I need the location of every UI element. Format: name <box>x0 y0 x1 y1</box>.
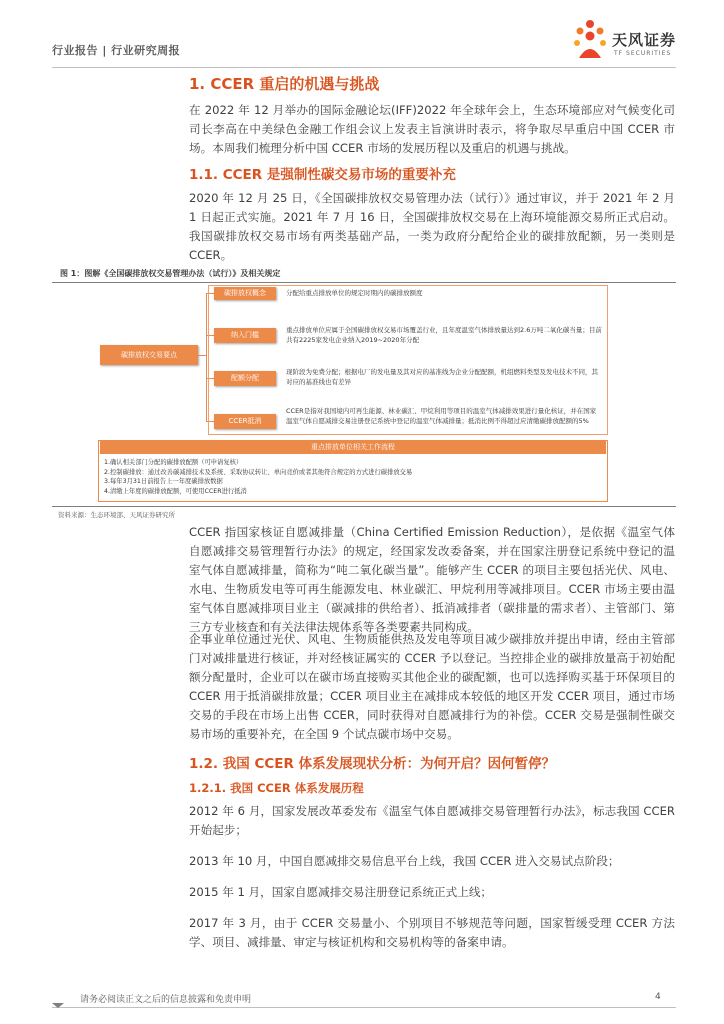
diagram-connector <box>198 355 206 356</box>
diagram-tag-concept: 碳排放权概念 <box>214 287 276 300</box>
figure-source: 资料来源：生态环境部、天风证券研究所 <box>58 511 175 519</box>
footer-disclaimer: 请务必阅读正文之后的信息披露和免责申明 <box>80 995 252 1005</box>
header-divider <box>52 67 676 68</box>
diagram-text-threshold: 重点排放单位应属于全国碳排放权交易市场覆盖行业，且年度温室气体排放量达到2.6万吨二氧化碳当量；目前共有2225家发电企业纳入2019~2020年分配 <box>286 326 602 344</box>
workflow-title: 重点排放单位相关工作流程 <box>100 441 606 454</box>
diagram-tag-ccer-offset: CCER抵消 <box>214 414 276 429</box>
logo-text-en: TF SECURITIES <box>614 50 672 57</box>
timeline-item: 2017 年 3 月，由于 CCER 交易量小、个别项目不够规范等问题，国家暂缓受理 CCER 方法学、项目、减排量、审定与核证机构和交易机构等的备案申请。 <box>189 916 675 949</box>
footer-divider <box>52 1007 676 1008</box>
figure-bottom-rule <box>52 506 676 507</box>
diagram-center-label: 碳排放权交易要点 <box>100 345 198 365</box>
figure-title: 图 1：图解《全国碳排放权交易管理办法（试行）》及相关规定 <box>60 269 281 278</box>
footer-triangle-icon <box>52 1003 64 1008</box>
section-1-paragraph: 在 2022 年 12 月举办的国际金融论坛(IFF)2022 年全球年会上，生态环境部应对气候变化司司长李高在中美绿色金融工作组会议上发表主旨演讲时表示，将争取尽早重启中国 CCER 市场。本周我们梳理分析中国 CCER 市场的发展历程以及重启的机遇与挑战。 <box>189 103 675 155</box>
workflow-step: 1.确认相关部门分配的碳排放配额（可申请复核） <box>104 459 243 466</box>
section-heading-1: 1. CCER 重启的机遇与挑战 <box>189 75 380 93</box>
workflow-step: 2.控制碳排放：通过改善碳减排技术及系统、采取协议转让、单向竞价或者其他符合规定的方式进行碳排放交易 <box>104 468 413 476</box>
section-heading-1-2: 1.2. 我国 CCER 体系发展现状分析：为何开启？因何暂停？ <box>189 756 556 772</box>
workflow-step: 4.清缴上年度的碳排放配额，可使用CCER进行抵消 <box>104 487 247 495</box>
section-heading-1-2-1: 1.2.1. 我国 CCER 体系发展历程 <box>189 781 364 795</box>
ccer-mechanism-paragraph: 企事业单位通过光伏、风电、生物质能供热及发电等项目减少碳排放并提出申请，经由主管部门对减排量进行核证，并对经核证属实的 CCER 予以登记。当控排企业的碳排放量高于初始配额分配量时，企业可以在碳市场直接购买其他企业的碳配额，也可以选择购买基于环保项目的 CCER 用于抵消碳排放量；CCER 项目业主在减排成本较低的地区开发 CCER 项目，通过市场交易的手段在市场上出售 CCER，同时获得对自愿减排行为的补偿。CCER 交易是强制性碳交易市场的重要补充，在全国 9 个试点碳市场中交易。 <box>189 632 675 741</box>
page-number: 4 <box>655 992 661 1002</box>
diagram-tag-allocation: 配额分配 <box>214 371 276 386</box>
ccer-definition-paragraph: CCER 指国家核证自愿减排量（China Certified Emission Reduction），是依据《温室气体自愿减排交易管理暂行办法》的规定，经国家发改委备案，并在国家注册登记系统中登记的温室气体自愿减排量，简称为“吨二氧化碳当量”。能够产生 CCER 的项目主要包括光伏、风电、水电、生物质发电等可再生能源发电、林业碳汇、甲烷利用等减排项目。CCER 市场主要由温室气体自愿减排项目业主（碳减排的供给者）、抵消减排者（碳排量的需求者）、主管部门、第三方专业核查和有关法律法规体系等各类要素共同构成。 <box>189 525 675 634</box>
diagram-text-concept: 分配给重点排放单位的规定时期内的碳排放额度 <box>286 289 423 297</box>
timeline-item: 2013 年 10 月，中国自愿减排交易信息平台上线，我国 CCER 进入交易试点阶段； <box>189 854 620 868</box>
section-heading-1-1: 1.1. CCER 是强制性碳交易市场的重要补充 <box>189 167 456 183</box>
diagram-tag-threshold: 纳入门槛 <box>214 328 276 343</box>
timeline-list <box>189 802 675 952</box>
timeline-item: 2015 年 1 月，国家自愿减排交易注册登记系统正式上线； <box>189 885 493 899</box>
report-type-label: 行业报告 | 行业研究周报 <box>52 44 181 57</box>
logo-text-cn: 天风证券 <box>612 31 677 49</box>
diagram-text-ccer-offset: CCER是指对我国境内可再生能源、林业碳汇、甲烷利用等项目的温室气体减排效果进行量化核证，并在国家温室气体自愿减排交易注册登记系统中登记的温室气体减排量；抵消比例不得超过应清缴碳排放配额的5% <box>286 407 597 425</box>
tf-logo-icon <box>571 18 609 62</box>
diagram-connector <box>206 293 207 421</box>
figure-top-rule <box>52 282 676 283</box>
workflow-step: 3.每年3月31日前报告上一年度碳排放数据 <box>104 478 223 485</box>
section-1-1-paragraph: 2020 年 12 月 25 日，《全国碳排放权交易管理办法（试行）》通过审议，并于 2021 年 2 月 1 日起正式实施。2021 年 7 月 16 日，全国碳排放权交易在上海环境能源交易所正式启动。我国碳排放权交易市场有两类基础产品，一类为政府分配给企业的碳排放配额，另一类则是 CCER。 <box>189 191 675 262</box>
timeline-item: 2012 年 6 月，国家发展改革委发布《温室气体自愿减排交易管理暂行办法》，标志我国 CCER 开始起步； <box>189 804 675 837</box>
diagram-text-allocation: 现阶段为免费分配；根据电厂的发电量及其对应的基准线为企业分配配额，机组燃料类型及发电技术不同，其对应的基准线也有差异 <box>286 368 598 386</box>
workflow-list <box>104 458 602 496</box>
